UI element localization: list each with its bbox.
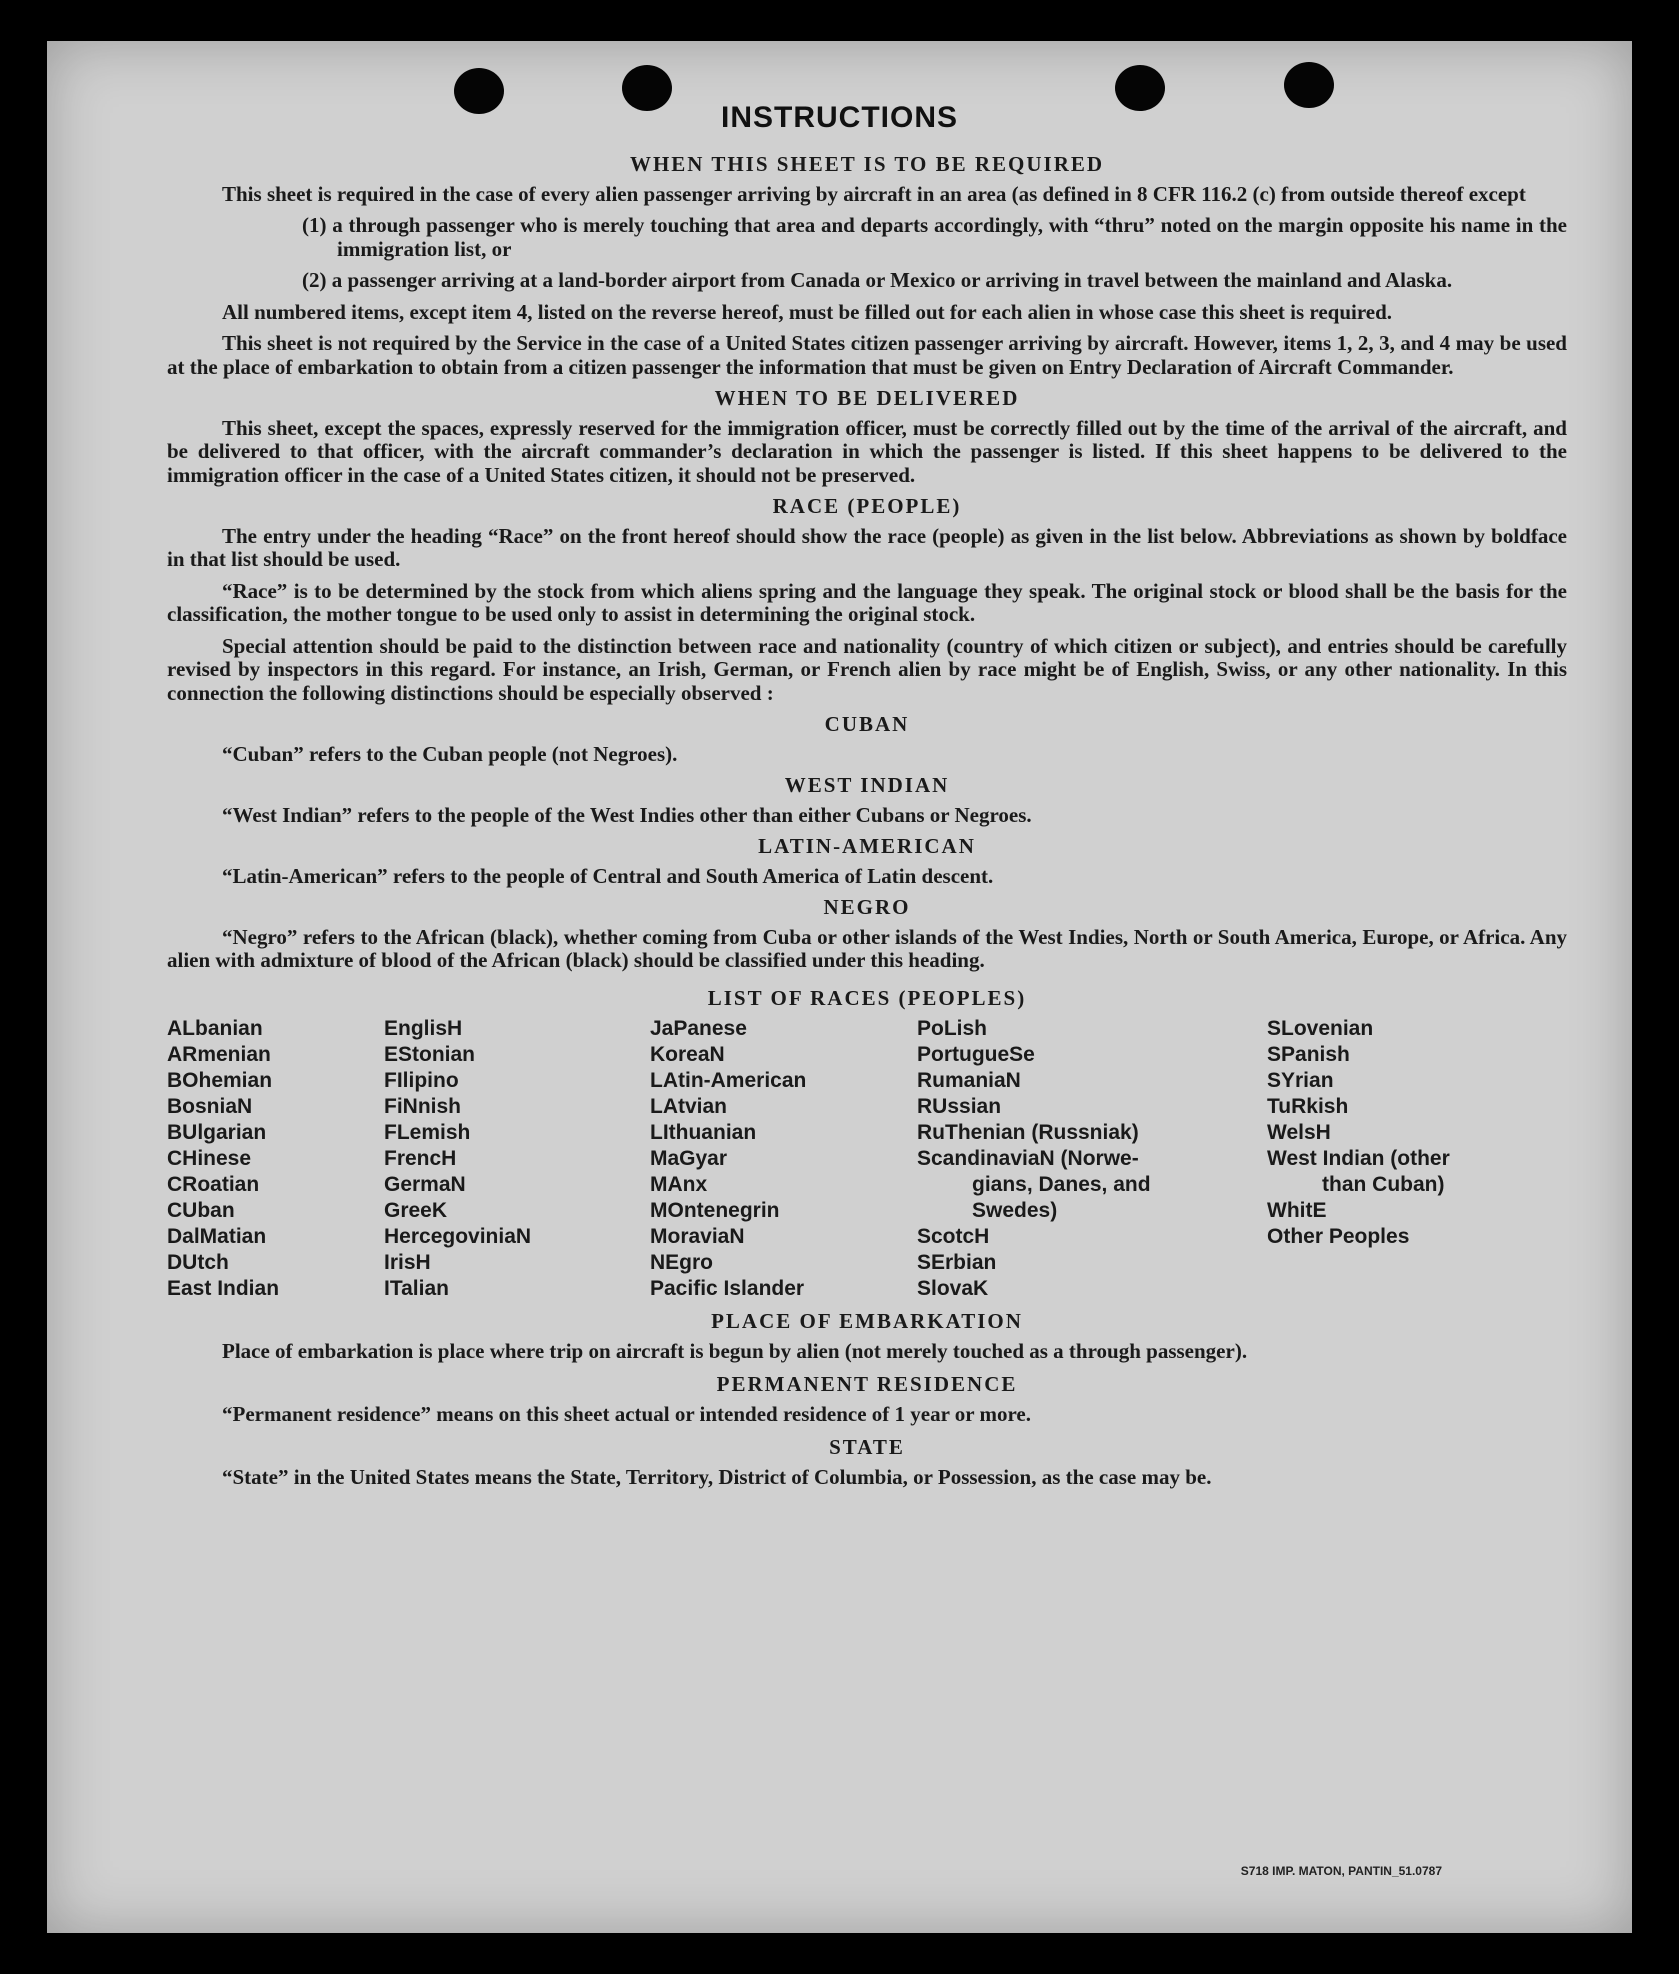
paragraph: This sheet is not required by the Service in the case of a United States citizen passenger arriving by aircraft. However, items 1, 2, 3, and 4 may be used at the place of embarkation to obtain from a citizen passenger the information that must be given on Entry Declaration of Aircraft Commander. — [167, 331, 1567, 379]
paragraph: “Cuban” refers to the Cuban people (not Negroes). — [222, 741, 678, 766]
race-item: MoraviaN — [650, 1225, 745, 1248]
race-item: PoLish — [917, 1017, 988, 1040]
race-item: KoreaN — [650, 1043, 725, 1066]
race-item: HercegoviniaN — [384, 1225, 532, 1248]
race-item: WhitE — [1267, 1199, 1327, 1222]
race-item: CUban — [167, 1199, 235, 1222]
section-heading: WHEN THIS SHEET IS TO BE REQUIRED — [629, 152, 1105, 176]
race-item: SPanish — [1267, 1043, 1350, 1066]
race-item: SErbian — [917, 1251, 997, 1274]
race-item: CHinese — [167, 1147, 252, 1170]
race-item: East Indian — [167, 1277, 280, 1300]
race-item: RumaniaN — [917, 1069, 1021, 1092]
section-heading: WEST INDIAN — [784, 773, 950, 797]
race-column — [917, 1016, 1151, 1302]
race-item: PortugueSe — [917, 1043, 1035, 1066]
race-item: TuRkish — [1267, 1095, 1349, 1118]
race-column — [167, 1016, 279, 1302]
race-item: Other Peoples — [1267, 1225, 1410, 1248]
race-item: MOntenegrin — [650, 1199, 780, 1222]
paragraph: This sheet is required in the case of every alien passenger arriving by aircraft in an area (as defined in 8 CFR 116.2 (c) from outside thereof except — [222, 181, 1526, 206]
race-item: CRoatian — [167, 1173, 260, 1196]
section-heading: CUBAN — [824, 712, 910, 736]
race-item: than Cuban) — [1322, 1173, 1445, 1196]
race-item: BUlgarian — [167, 1121, 267, 1144]
list-item: (1) a through passenger who is merely touching that area and departs accordingly, with “thru” noted on the margin opposite his name in the immigration list, or — [302, 213, 1567, 261]
race-item: MaGyar — [650, 1147, 728, 1170]
race-item: RuThenian (Russniak) — [917, 1121, 1139, 1144]
race-item: West Indian (other — [1267, 1147, 1450, 1170]
race-item: SYrian — [1267, 1069, 1334, 1092]
section-heading: RACE (PEOPLE) — [772, 494, 962, 518]
race-item: FrencH — [384, 1147, 457, 1170]
race-item: gians, Danes, and — [972, 1173, 1151, 1196]
paragraph: “Latin-American” refers to the people of Central and South America of Latin descent. — [222, 863, 994, 888]
section-heading: PERMANENT RESIDENCE — [716, 1372, 1018, 1396]
race-list — [167, 1016, 1567, 1306]
race-item: LIthuanian — [650, 1121, 757, 1144]
race-item: JaPanese — [650, 1017, 747, 1040]
race-item: FIlipino — [384, 1069, 459, 1092]
race-item: ITalian — [384, 1277, 449, 1300]
paragraph: “Negro” refers to the African (black), whether coming from Cuba or other islands of the West Indies, North or South America, Europe, or Africa. Any alien with admixture of blood of the African (black) should be classified under this heading. — [167, 924, 1567, 972]
list-item: (2) a passenger arriving at a land-border airport from Canada or Mexico or arriving in travel between the mainland and Alaska. — [302, 268, 1453, 292]
race-item: RUssian — [917, 1095, 1002, 1118]
race-item: IrisH — [384, 1251, 431, 1274]
section-heading: STATE — [829, 1435, 905, 1459]
race-column — [650, 1016, 806, 1302]
page-title: INSTRUCTIONS — [721, 101, 958, 134]
printer-imprint: S718 IMP. MATON, PANTIN_51.0787 — [1240, 1864, 1442, 1878]
race-item: GreeK — [384, 1199, 448, 1222]
paragraph: Special attention should be paid to the distinction between race and nationality (country of which citizen or subject), and entries should be carefully revised by inspectors in this regard. For instance, an Irish, German, or French alien by race might be of English, Swiss, or any other nationality. In this connection the following distinctions should be especially observed : — [167, 633, 1567, 705]
paragraph: This sheet, except the spaces, expressly reserved for the immigration officer, must be correctly filled out by the time of the arrival of the aircraft, and be delivered to that officer, with the aircraft commander’s declaration in which the passenger is listed. If this sheet happens to be delivered to the immigration officer in the case of a United States citizen, it should not be preserved. — [167, 415, 1567, 487]
paragraph: “Race” is to be determined by the stock from which aliens spring and the language they speak. The original stock or blood shall be the basis for the classification, the mother tongue to be used only to assist in determining the original stock. — [167, 578, 1567, 626]
paragraph: Place of embarkation is place where trip on aircraft is begun by alien (not merely touched as a through passenger). — [222, 1338, 1248, 1363]
race-item: FLemish — [384, 1121, 471, 1144]
race-item: MAnx — [650, 1173, 708, 1196]
race-item: DUtch — [167, 1251, 229, 1274]
race-item: BOhemian — [167, 1069, 273, 1092]
section-heading: LIST OF RACES (PEOPLES) — [707, 985, 1027, 1010]
race-item: FiNnish — [384, 1095, 461, 1118]
race-item: LAtin-American — [650, 1069, 807, 1092]
section-heading: NEGRO — [823, 895, 911, 919]
race-item: DalMatian — [167, 1225, 267, 1248]
race-item: SLovenian — [1267, 1017, 1374, 1040]
race-item: ALbanian — [167, 1017, 263, 1040]
race-item: EnglisH — [384, 1017, 463, 1040]
race-item: GermaN — [384, 1173, 466, 1196]
race-item: Swedes) — [972, 1199, 1058, 1222]
race-column — [384, 1016, 531, 1302]
race-item: Pacific Islander — [650, 1277, 805, 1300]
section-heading: PLACE OF EMBARKATION — [711, 1309, 1023, 1333]
paragraph: “State” in the United States means the State, Territory, District of Columbia, or Possession, as the case may be. — [222, 1464, 1212, 1489]
paragraph: “Permanent residence” means on this sheet actual or intended residence of 1 year or more. — [222, 1401, 1031, 1426]
race-item: NEgro — [650, 1251, 713, 1274]
race-item: ScandinaviaN (Norwe- — [917, 1147, 1139, 1170]
document-sheet — [47, 41, 1632, 1933]
section-heading: WHEN TO BE DELIVERED — [714, 386, 1020, 410]
race-item: ARmenian — [167, 1043, 271, 1066]
instructions-body — [167, 149, 1567, 1497]
race-column — [1267, 1016, 1450, 1250]
race-item: BosniaN — [167, 1095, 253, 1118]
race-item: EStonian — [384, 1043, 476, 1066]
paragraph: All numbered items, except item 4, listed on the reverse hereof, must be filled out for each alien in whose case this sheet is required. — [222, 299, 1393, 324]
race-item: LAtvian — [650, 1095, 728, 1118]
section-heading: LATIN-AMERICAN — [758, 834, 976, 858]
paragraph: “West Indian” refers to the people of the West Indies other than either Cubans or Negroes. — [222, 802, 1032, 827]
race-item: SlovaK — [917, 1277, 989, 1300]
race-item: WelsH — [1267, 1121, 1331, 1144]
race-item: ScotcH — [917, 1225, 990, 1248]
paragraph: The entry under the heading “Race” on the front hereof should show the race (people) as given in the list below. Abbreviations as shown by boldface in that list should be used. — [167, 523, 1567, 571]
